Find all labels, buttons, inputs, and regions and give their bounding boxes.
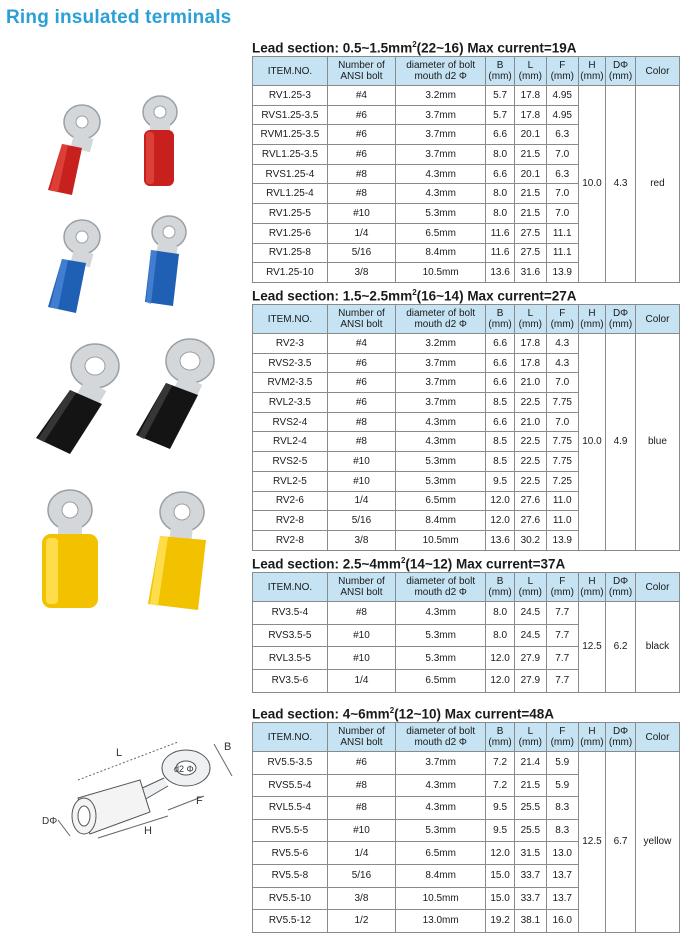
cell-f: 4.95 [546,86,578,106]
header-l: L (mm) [514,723,546,752]
cell-f: 8.3 [546,819,578,842]
section-title [252,702,680,720]
header-d: DΦ (mm) [606,305,636,334]
cell-item: RVS5.5-4 [253,774,328,797]
header-d2: diameter of bolt mouth d2 Φ [396,573,486,602]
cell-d2: 4.3mm [396,602,486,625]
cell-l: 21.4 [514,752,546,775]
header-l: L (mm) [514,573,546,602]
cell-d2: 3.7mm [396,393,486,413]
header-ansi: Number of ANSI bolt [327,723,395,752]
cell-ansi: 3/8 [327,887,395,910]
cell-d2: 3.2mm [396,334,486,354]
cell-ansi: #6 [327,125,395,145]
cell-ansi: #8 [327,602,395,625]
header-d2: diameter of bolt mouth d2 Φ [396,57,486,86]
cell-l: 22.5 [514,452,546,472]
cell-d2: 5.3mm [396,471,486,491]
cell-l: 27.9 [514,670,546,693]
cell-b: 19.2 [486,910,515,933]
cell-ansi: #6 [327,393,395,413]
cell-b: 12.0 [486,647,515,670]
dim-label-d: DΦ [42,816,58,827]
cell-b: 12.0 [486,670,515,693]
red-terminal-image-left [38,100,108,200]
cell-d2: 13.0mm [396,910,486,933]
cell-d2: 8.4mm [396,243,486,263]
cell-d-merged: 6.2 [606,602,636,693]
table-row [253,334,680,354]
cell-item: RV2-6 [253,491,328,511]
cell-ansi: 1/2 [327,910,395,933]
cell-l: 24.5 [514,602,546,625]
header-b: B (mm) [486,723,515,752]
cell-item: RV1.25-3 [253,86,328,106]
red-terminal-image-right [130,92,190,192]
cell-color-merged: yellow [635,752,679,933]
cell-b: 6.6 [486,125,515,145]
header-h: H (mm) [578,723,606,752]
cell-item: RVL2-3.5 [253,393,328,413]
cell-d2: 4.3mm [396,774,486,797]
section-title [252,552,680,570]
cell-item: RVL3.5-5 [253,647,328,670]
header-l: L (mm) [514,57,546,86]
cell-item: RVM2-3.5 [253,373,328,393]
cell-f: 5.9 [546,752,578,775]
cell-b: 6.6 [486,373,515,393]
cell-b: 6.6 [486,334,515,354]
spec-table [252,304,680,551]
cell-f: 7.0 [546,204,578,224]
cell-f: 11.0 [546,491,578,511]
cell-f: 16.0 [546,910,578,933]
cell-b: 12.0 [486,842,515,865]
section-title-rating: (22~16) Max current=19A [416,40,577,56]
cell-color-merged: black [635,602,679,693]
cell-item: RV5.5-5 [253,819,328,842]
cell-ansi: #10 [327,647,395,670]
cell-d2: 3.2mm [396,86,486,106]
table-header-row [253,573,680,602]
cell-item: RVS2-5 [253,452,328,472]
cell-l: 31.6 [514,263,546,283]
cell-l: 21.5 [514,184,546,204]
cell-f: 13.0 [546,842,578,865]
cell-item: RV5.5-8 [253,864,328,887]
cell-d2: 6.5mm [396,491,486,511]
dim-label-f: F [196,795,203,807]
spec-table [252,56,680,283]
spec-table [252,572,680,693]
header-b: B (mm) [486,305,515,334]
black-terminal-image-left [30,338,130,458]
header-b: B (mm) [486,57,515,86]
cell-item: RVS1.25-3.5 [253,105,328,125]
cell-b: 9.5 [486,797,515,820]
cell-b: 12.0 [486,511,515,531]
cell-l: 21.5 [514,145,546,165]
cell-d-merged: 6.7 [606,752,636,933]
header-color: Color [635,573,679,602]
cell-item: RV5.5-10 [253,887,328,910]
header-item: ITEM.NO. [253,723,328,752]
cell-d2: 3.7mm [396,145,486,165]
cell-f: 4.3 [546,334,578,354]
cell-ansi: 1/4 [327,670,395,693]
cell-f: 8.3 [546,797,578,820]
header-f: F (mm) [546,57,578,86]
cell-ansi: #6 [327,752,395,775]
cell-ansi: 1/4 [327,491,395,511]
header-b: B (mm) [486,573,515,602]
cell-d2: 10.5mm [396,530,486,550]
cell-h-merged: 10.0 [578,334,606,551]
section-title-rating: (16~14) Max current=27A [416,288,577,304]
cell-l: 20.1 [514,125,546,145]
section-title-superscript: 2 [400,556,406,565]
spec-section-4 [252,702,680,933]
cell-d2: 5.3mm [396,204,486,224]
cell-l: 33.7 [514,864,546,887]
section-title-text: Lead section: 4~6mm [252,706,390,722]
cell-l: 17.8 [514,86,546,106]
cell-d2: 6.5mm [396,223,486,243]
cell-f: 6.3 [546,125,578,145]
cell-b: 7.2 [486,774,515,797]
cell-ansi: 5/16 [327,243,395,263]
header-f: F (mm) [546,573,578,602]
dim-label-d2: d2 Φ [174,764,194,774]
cell-l: 27.9 [514,647,546,670]
header-item: ITEM.NO. [253,573,328,602]
cell-ansi: #4 [327,86,395,106]
header-ansi: Number of ANSI bolt [327,57,395,86]
cell-f: 7.0 [546,412,578,432]
cell-ansi: #10 [327,819,395,842]
cell-b: 7.2 [486,752,515,775]
cell-item: RV3.5-6 [253,670,328,693]
cell-item: RV2-8 [253,530,328,550]
cell-b: 6.6 [486,164,515,184]
section-title-superscript: 2 [412,288,417,297]
section-title-text: Lead section: 1.5~2.5mm [252,288,413,304]
cell-b: 8.5 [486,393,515,413]
cell-item: RV5.5-12 [253,910,328,933]
header-d2: diameter of bolt mouth d2 Φ [396,723,486,752]
page-title: Ring insulated terminals [6,7,232,28]
cell-item: RV2-8 [253,511,328,531]
cell-f: 7.0 [546,184,578,204]
cell-b: 8.0 [486,624,515,647]
blue-terminal-image-right [135,210,195,310]
section-title-superscript: 2 [412,40,417,49]
cell-item: RVS1.25-4 [253,164,328,184]
cell-l: 30.2 [514,530,546,550]
cell-item: RV5.5-3.5 [253,752,328,775]
cell-d2: 8.4mm [396,864,486,887]
cell-item: RVS3.5-5 [253,624,328,647]
cell-item: RVL2-4 [253,432,328,452]
cell-color-merged: red [635,86,679,283]
cell-ansi: 5/16 [327,864,395,887]
cell-ansi: 5/16 [327,511,395,531]
cell-item: RVL1.25-3.5 [253,145,328,165]
cell-ansi: #8 [327,432,395,452]
cell-b: 9.5 [486,819,515,842]
cell-l: 25.5 [514,797,546,820]
cell-l: 17.8 [514,105,546,125]
cell-f: 11.1 [546,243,578,263]
cell-item: RVL1.25-4 [253,184,328,204]
cell-l: 27.5 [514,223,546,243]
terminal-dimension-diagram [18,720,258,860]
cell-item: RVS2-3.5 [253,353,328,373]
cell-ansi: #8 [327,774,395,797]
cell-item: RV2-3 [253,334,328,354]
cell-item: RVL2-5 [253,471,328,491]
cell-f: 7.0 [546,373,578,393]
cell-l: 31.5 [514,842,546,865]
yellow-terminal-image-right [140,490,220,615]
cell-d2: 3.7mm [396,373,486,393]
cell-ansi: 1/4 [327,223,395,243]
cell-item: RVM1.25-3.5 [253,125,328,145]
header-color: Color [635,57,679,86]
cell-f: 7.7 [546,670,578,693]
cell-d2: 3.7mm [396,125,486,145]
cell-f: 7.75 [546,452,578,472]
cell-ansi: 3/8 [327,530,395,550]
cell-b: 5.7 [486,105,515,125]
cell-l: 20.1 [514,164,546,184]
cell-b: 8.5 [486,452,515,472]
cell-ansi: #6 [327,373,395,393]
cell-ansi: #6 [327,105,395,125]
black-terminal-image-right [128,333,228,453]
cell-f: 6.3 [546,164,578,184]
section-title [252,36,680,54]
cell-l: 27.6 [514,491,546,511]
spec-section-3 [252,552,680,693]
cell-f: 4.95 [546,105,578,125]
cell-b: 9.5 [486,471,515,491]
cell-b: 15.0 [486,864,515,887]
cell-item: RVL5.5-4 [253,797,328,820]
cell-d2: 4.3mm [396,184,486,204]
header-color: Color [635,305,679,334]
cell-d2: 3.7mm [396,105,486,125]
cell-f: 5.9 [546,774,578,797]
header-ansi: Number of ANSI bolt [327,305,395,334]
yellow-terminal-image-left [28,488,118,613]
dim-label-l: L [116,747,123,759]
spec-section-1 [252,36,680,283]
cell-f: 7.0 [546,145,578,165]
spec-table [252,722,680,933]
cell-ansi: #8 [327,184,395,204]
cell-l: 27.6 [514,511,546,531]
cell-ansi: #10 [327,204,395,224]
cell-d2: 6.5mm [396,842,486,865]
cell-l: 21.0 [514,373,546,393]
cell-f: 13.9 [546,530,578,550]
cell-ansi: #10 [327,452,395,472]
table-row [253,752,680,775]
cell-ansi: 3/8 [327,263,395,283]
cell-l: 17.8 [514,353,546,373]
cell-d-merged: 4.9 [606,334,636,551]
cell-b: 12.0 [486,491,515,511]
spec-section-2 [252,284,680,551]
section-title-superscript: 2 [389,706,395,715]
cell-b: 8.5 [486,432,515,452]
cell-item: RV1.25-10 [253,263,328,283]
cell-d2: 3.7mm [396,353,486,373]
header-ansi: Number of ANSI bolt [327,573,395,602]
cell-b: 8.0 [486,204,515,224]
table-header-row [253,57,680,86]
cell-h-merged: 12.5 [578,752,606,933]
header-f: F (mm) [546,723,578,752]
cell-l: 22.5 [514,471,546,491]
cell-f: 13.9 [546,263,578,283]
cell-b: 5.7 [486,86,515,106]
cell-f: 13.7 [546,864,578,887]
cell-f: 11.1 [546,223,578,243]
cell-item: RV3.5-4 [253,602,328,625]
cell-d2: 3.7mm [396,752,486,775]
header-d2: diameter of bolt mouth d2 Φ [396,305,486,334]
cell-f: 7.75 [546,393,578,413]
cell-l: 21.0 [514,412,546,432]
cell-color-merged: blue [635,334,679,551]
cell-ansi: #10 [327,471,395,491]
cell-item: RV1.25-6 [253,223,328,243]
cell-f: 13.7 [546,887,578,910]
section-title-text: Lead section: 2.5~4mm [252,556,401,572]
section-title [252,284,680,302]
cell-f: 11.0 [546,511,578,531]
dim-label-b: B [224,741,232,753]
header-d: DΦ (mm) [606,57,636,86]
cell-f: 7.25 [546,471,578,491]
cell-item: RV5.5-6 [253,842,328,865]
header-color: Color [635,723,679,752]
cell-l: 21.5 [514,204,546,224]
cell-d2: 4.3mm [396,164,486,184]
cell-l: 17.8 [514,334,546,354]
section-title-text: Lead section: 0.5~1.5mm [252,40,413,56]
cell-item: RV1.25-5 [253,204,328,224]
cell-ansi: #8 [327,412,395,432]
cell-b: 15.0 [486,887,515,910]
cell-f: 7.75 [546,432,578,452]
cell-d2: 4.3mm [396,412,486,432]
cell-d2: 5.3mm [396,452,486,472]
header-item: ITEM.NO. [253,305,328,334]
cell-b: 13.6 [486,263,515,283]
cell-item: RVS2-4 [253,412,328,432]
header-h: H (mm) [578,57,606,86]
cell-h-merged: 10.0 [578,86,606,283]
cell-b: 6.6 [486,353,515,373]
cell-ansi: #8 [327,164,395,184]
cell-h-merged: 12.5 [578,602,606,693]
table-header-row [253,305,680,334]
cell-l: 21.5 [514,774,546,797]
cell-d2: 4.3mm [396,797,486,820]
cell-b: 11.6 [486,223,515,243]
cell-d2: 10.5mm [396,263,486,283]
table-row [253,602,680,625]
cell-b: 6.6 [486,412,515,432]
cell-d2: 4.3mm [396,432,486,452]
cell-d2: 6.5mm [396,670,486,693]
header-l: L (mm) [514,305,546,334]
cell-ansi: #6 [327,145,395,165]
cell-l: 24.5 [514,624,546,647]
cell-b: 8.0 [486,602,515,625]
cell-d2: 8.4mm [396,511,486,531]
cell-l: 38.1 [514,910,546,933]
blue-terminal-image-left [38,215,108,315]
header-f: F (mm) [546,305,578,334]
header-d: DΦ (mm) [606,573,636,602]
cell-f: 7.7 [546,602,578,625]
cell-item: RV1.25-8 [253,243,328,263]
cell-d2: 5.3mm [396,819,486,842]
cell-f: 7.7 [546,647,578,670]
dim-label-h: H [144,825,152,837]
header-h: H (mm) [578,573,606,602]
cell-ansi: 1/4 [327,842,395,865]
cell-f: 4.3 [546,353,578,373]
cell-ansi: #6 [327,353,395,373]
cell-b: 8.0 [486,184,515,204]
cell-l: 25.5 [514,819,546,842]
cell-d-merged: 4.3 [606,86,636,283]
cell-l: 27.5 [514,243,546,263]
cell-b: 8.0 [486,145,515,165]
cell-l: 33.7 [514,887,546,910]
table-header-row [253,723,680,752]
cell-d2: 5.3mm [396,647,486,670]
cell-l: 22.5 [514,393,546,413]
cell-d2: 5.3mm [396,624,486,647]
header-item: ITEM.NO. [253,57,328,86]
cell-ansi: #8 [327,797,395,820]
cell-b: 11.6 [486,243,515,263]
cell-ansi: #4 [327,334,395,354]
cell-ansi: #10 [327,624,395,647]
header-d: DΦ (mm) [606,723,636,752]
cell-f: 7.7 [546,624,578,647]
cell-d2: 10.5mm [396,887,486,910]
table-row [253,86,680,106]
header-h: H (mm) [578,305,606,334]
section-title-rating: (14~12) Max current=37A [405,556,566,572]
cell-b: 13.6 [486,530,515,550]
cell-l: 22.5 [514,432,546,452]
section-title-rating: (12~10) Max current=48A [394,706,554,722]
